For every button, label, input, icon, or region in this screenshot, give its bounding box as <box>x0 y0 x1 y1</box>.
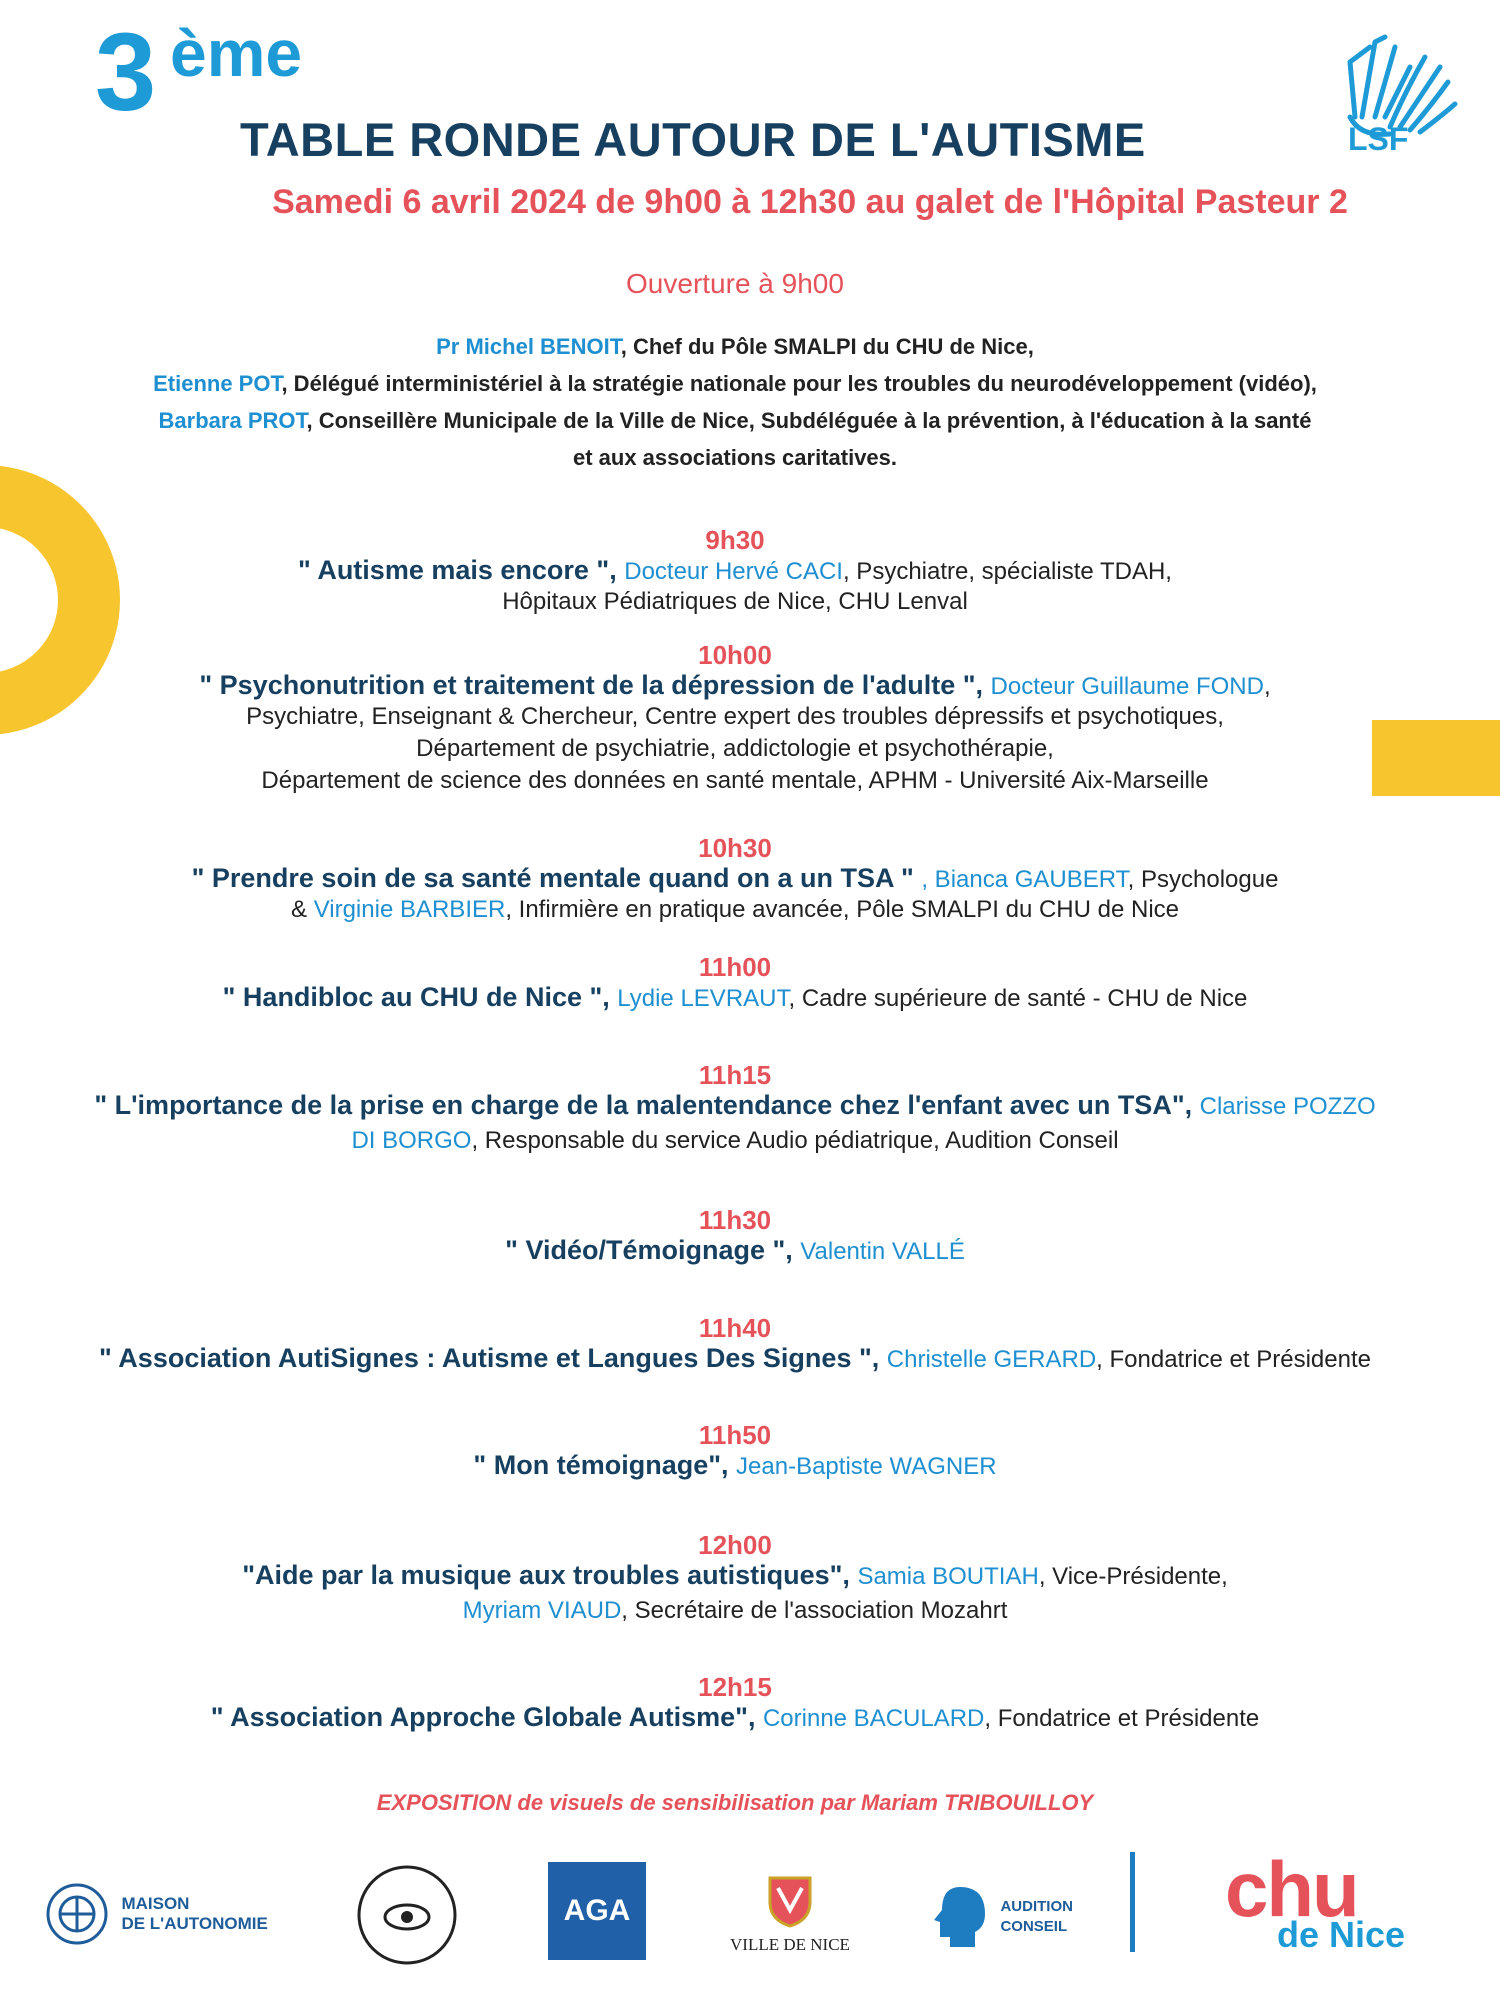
speaker-role: , Fondatrice et Présidente <box>984 1705 1260 1732</box>
speaker-role: , Infirmière en pratique avancée, Pôle SMALPI du CHU de Nice <box>505 896 1179 923</box>
speaker-name: Etienne POT <box>153 371 282 396</box>
exposition-note: EXPOSITION de visuels de sensibilisation par Mariam TRIBOUILLOY <box>376 1790 1094 1815</box>
logo-text: DE L'AUTONOMIE <box>121 1914 268 1933</box>
divider <box>1130 1852 1135 1952</box>
program-item <box>0 1060 1470 1157</box>
event-date: Samedi 6 avril 2024 de 9h00 à 12h30 au galet de l'Hôpital Pasteur 2 <box>272 183 1348 221</box>
maison-autonomie-logo <box>45 1882 268 1946</box>
speaker-name: Christelle GERARD <box>886 1346 1097 1373</box>
aga-logo: AGA <box>548 1862 646 1960</box>
speaker-name: Docteur Guillaume FOND <box>990 673 1264 700</box>
program-time: 11h30 <box>698 1205 772 1235</box>
speaker-details: Hôpitaux Pédiatriques de Nice, CHU Lenval <box>502 588 968 615</box>
talk-title: " Autisme mais encore ", <box>298 555 625 585</box>
speaker-role: , Secrétaire de l'association Mozahrt <box>621 1597 1008 1624</box>
connector-text: & <box>291 896 314 923</box>
speaker-role: , Délégué interministériel à la stratégie nationale pour les troubles du neurodéveloppement (vidéo), <box>281 371 1317 396</box>
talk-title: " Mon témoignage", <box>473 1450 737 1480</box>
speaker-name: Clarisse POZZO <box>1199 1093 1376 1120</box>
speaker-name: Corinne BACULARD <box>762 1705 985 1732</box>
program-time: 12h00 <box>698 1530 772 1560</box>
program-time: 12h15 <box>698 1672 772 1702</box>
speaker-name: Samia BOUTIAH <box>857 1563 1039 1590</box>
event-title: TABLE RONDE AUTOUR DE L'AUTISME <box>240 113 1146 166</box>
seal-icon <box>45 1882 109 1946</box>
speaker-details: Département de psychiatrie, addictologie et psychothérapie, <box>416 735 1054 762</box>
opening-time: Ouverture à 9h00 <box>626 268 844 299</box>
talk-title: " Association AutiSignes : Autisme et Langues Des Signes ", <box>99 1343 887 1373</box>
program-time: 11h15 <box>698 1060 772 1090</box>
logo-text: de Nice <box>1277 1914 1406 1955</box>
talk-title: " Handibloc au CHU de Nice ", <box>222 982 618 1012</box>
program-item <box>0 1672 1470 1733</box>
program-item <box>0 525 1470 618</box>
logo-text: MAISON <box>121 1894 190 1913</box>
speaker-details: Département de science des données en santé mentale, APHM - Université Aix-Marseille <box>261 767 1209 794</box>
program-time: 11h50 <box>698 1420 772 1450</box>
welcome-line <box>0 439 1470 476</box>
program-time: 9h30 <box>705 525 765 555</box>
program-item <box>0 640 1470 797</box>
ville-de-nice-logo <box>730 1870 850 1955</box>
crest-icon <box>760 1870 820 1930</box>
speaker-role: , Cadre supérieure de santé - CHU de Nice <box>788 985 1248 1012</box>
partner-logos <box>0 1845 1500 1980</box>
head-icon <box>930 1882 990 1952</box>
talk-title: " Vidéo/Témoignage ", <box>505 1235 801 1265</box>
speaker-name: Lydie LEVRAUT <box>617 985 789 1012</box>
autisme-paca-logo <box>352 1860 462 1975</box>
logo-text: chu <box>1225 1845 1358 1933</box>
speaker-role: , Chef du Pôle SMALPI du CHU de Nice, <box>620 334 1034 359</box>
speaker-name: DI BORGO <box>351 1127 472 1154</box>
svg-text:LSF: LSF <box>1348 121 1409 157</box>
program-item <box>0 1205 1470 1266</box>
speaker-role: , <box>1263 673 1271 700</box>
program-item <box>0 1313 1470 1374</box>
program-item <box>0 952 1470 1013</box>
program-item <box>0 1530 1470 1627</box>
speaker-name: Valentin VALLÉ <box>800 1238 965 1265</box>
speaker-name: Jean-Baptiste WAGNER <box>736 1453 997 1480</box>
speaker-role: , Conseillère Municipale de la Ville de Nice, Subdéléguée à la prévention, à l'éducation à la santé <box>306 408 1312 433</box>
speaker-role: , Vice-Présidente, <box>1038 1563 1228 1590</box>
talk-title: " Prendre soin de sa santé mentale quand on a un TSA " <box>191 863 922 893</box>
speaker-role: , Responsable du service Audio pédiatrique, Audition Conseil <box>471 1127 1119 1154</box>
audition-conseil-logo <box>930 1882 1073 1952</box>
speaker-name: Barbara PROT <box>158 408 307 433</box>
speaker-role: et aux associations caritatives. <box>572 445 898 470</box>
speaker-name: Myriam VIAUD <box>462 1597 622 1624</box>
program-time: 11h40 <box>698 1313 772 1343</box>
program-time: 10h00 <box>698 640 772 670</box>
speaker-name: , Bianca GAUBERT <box>921 866 1128 893</box>
welcome-line <box>0 402 1470 439</box>
talk-title: " Psychonutrition et traitement de la dépression de l'adulte ", <box>199 670 991 700</box>
program-time: 11h00 <box>698 952 772 982</box>
program-item <box>0 833 1470 926</box>
welcome-line <box>0 365 1470 402</box>
logo-text: VILLE DE NICE <box>730 1935 850 1954</box>
program-time: 10h30 <box>698 833 772 863</box>
speaker-role: , Psychologue <box>1127 866 1279 893</box>
talk-title: " L'importance de la prise en charge de la malentendance chez l'enfant avec un TSA", <box>94 1090 1200 1120</box>
speaker-name: Docteur Hervé CACI <box>624 558 843 585</box>
speaker-role: , Fondatrice et Présidente <box>1096 1346 1371 1373</box>
speaker-name: Pr Michel BENOIT <box>436 334 621 359</box>
logo-text: CONSEIL <box>1000 1918 1068 1935</box>
edition-number: 3 <box>95 11 157 134</box>
speaker-role: , Psychiatre, spécialiste TDAH, <box>842 558 1172 585</box>
hands-icon <box>1330 22 1460 162</box>
chu-nice-logo <box>1225 1845 1435 1956</box>
talk-title: " Association Approche Globale Autisme", <box>210 1702 763 1732</box>
talk-title: "Aide par la musique aux troubles autistiques", <box>242 1560 858 1590</box>
eye-icon <box>352 1860 462 1970</box>
welcome-speakers <box>0 328 1470 476</box>
speaker-name: Virginie BARBIER <box>313 896 506 923</box>
lsf-sign-language-logo <box>1330 22 1460 162</box>
welcome-line <box>0 328 1470 365</box>
speaker-details: Psychiatre, Enseignant & Chercheur, Centre expert des troubles dépressifs et psychotiques, <box>246 703 1224 730</box>
logo-text: AUDITION <box>1000 1898 1073 1915</box>
edition-suffix: ème <box>170 16 303 90</box>
program-item <box>0 1420 1470 1481</box>
